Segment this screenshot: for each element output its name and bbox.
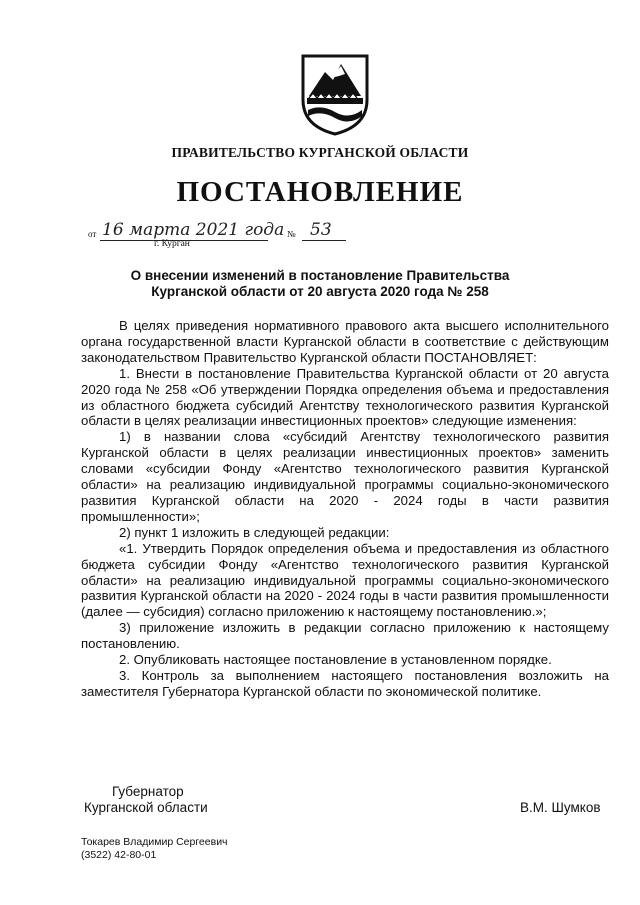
executor-phone: (3522) 42-80-01 [81, 849, 157, 861]
signatory-name: В.М. Шумков [520, 800, 601, 815]
subject-line-1: О внесении изменений в постановление Правительства [130, 268, 510, 283]
signatory-position [84, 784, 208, 816]
document-body [81, 318, 609, 700]
clause-3-paragraph: 3. Контроль за выполнением настоящего постановления возложить на заместителя Губернатора Курганской области по экономической политике. [81, 667, 609, 699]
clause-2-paragraph: 2. Опубликовать настоящее постановление в установленном порядке. [119, 652, 552, 668]
subject-line-2: Курганской области от 20 августа 2020 года № 258 [151, 284, 489, 299]
date-number-line [88, 220, 368, 256]
executor-name: Токарев Владимир Сергеевич [81, 836, 228, 848]
position-line-1: Губернатор [112, 784, 184, 799]
date-prefix-label: от [88, 229, 97, 239]
executor-info [81, 836, 228, 862]
subclause-3-paragraph: 3) приложение изложить в редакции согласно приложению к настоящему постановлению. [81, 620, 609, 652]
number-underline [302, 240, 346, 241]
subclause-1-paragraph: 1) в названии слова «субсидий Агентству технологического развития Курганской области в целях реализации инвестиционных проектов» заменить словами «субсидии Фонду «Агентство технологического развития Курганской области» на реализацию индивидуальной программы социально-экономического развития Курганской области на 2020 - 2024 годы в части развития промышленности»; [81, 429, 609, 524]
city-label: г. Курган [154, 239, 190, 249]
document-type-title: ПОСТАНОВЛЕНИЕ [176, 176, 464, 208]
subclause-2-paragraph: 2) пункт 1 изложить в следующей редакции: [119, 524, 390, 540]
number-prefix-label: № [287, 229, 296, 239]
clause-1-paragraph: 1. Внести в постановление Правительства Курганской области от 20 августа 2020 года № 258 «Об утверждении Порядка определения объема и предоставления из областного бюджета субсидий Агентству технологического развития Курганской области в целях реализации инвестиционных проектов» следующие изменения: [81, 365, 609, 429]
government-name: ПРАВИТЕЛЬСТВО КУРГАНСКОЙ ОБЛАСТИ [171, 145, 469, 160]
coat-of-arms-emblem [295, 52, 375, 136]
position-line-2: Курганской области [84, 800, 208, 815]
preamble-paragraph: В целях приведения нормативного правового акта высшего исполнительного органа государственной власти Курганской области в соответствие с действующим законодательством Правительство Курганской области ПОСТАНОВЛЯЕТ: [81, 318, 609, 365]
handwritten-date: 16 марта 2021 года [102, 220, 285, 240]
document-subject [80, 268, 560, 300]
new-wording-paragraph: «1. Утвердить Порядок определения объема и предоставления из областного бюджета субсидии Фонду «Агентство технологического развития Курганской области» на реализацию индивидуальной программы социально-экономического развития Курганской области на 2020 - 2024 годы в части развития промышленности (далее — субсидия) согласно приложению к настоящему постановлению.»; [81, 540, 609, 620]
handwritten-number: 53 [310, 220, 332, 240]
